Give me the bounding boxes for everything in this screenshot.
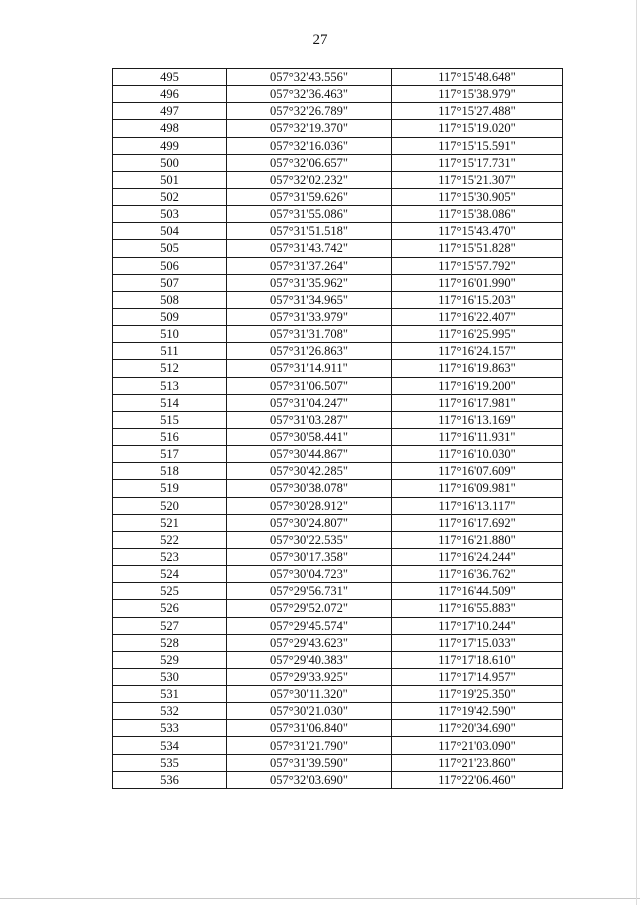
latitude-cell: 057°32'03.690" (227, 771, 392, 788)
coordinates-table (112, 68, 563, 789)
table-row (113, 377, 563, 394)
table-row (113, 291, 563, 308)
table-row (113, 583, 563, 600)
longitude-cell: 117°16'24.244" (392, 548, 563, 565)
point-number-cell: 501 (113, 171, 227, 188)
latitude-cell: 057°30'42.285" (227, 463, 392, 480)
longitude-cell: 117°16'13.169" (392, 411, 563, 428)
table-row (113, 634, 563, 651)
longitude-cell: 117°17'15.033" (392, 634, 563, 651)
table-row (113, 171, 563, 188)
table-row (113, 531, 563, 548)
longitude-cell: 117°19'42.590" (392, 703, 563, 720)
point-number-cell: 534 (113, 737, 227, 754)
latitude-cell: 057°32'19.370" (227, 120, 392, 137)
latitude-cell: 057°29'52.072" (227, 600, 392, 617)
latitude-cell: 057°29'45.574" (227, 617, 392, 634)
point-number-cell: 506 (113, 257, 227, 274)
longitude-cell: 117°16'01.990" (392, 274, 563, 291)
point-number-cell: 520 (113, 497, 227, 514)
longitude-cell: 117°15'38.086" (392, 206, 563, 223)
latitude-cell: 057°30'04.723" (227, 566, 392, 583)
point-number-cell: 522 (113, 531, 227, 548)
latitude-cell: 057°31'03.287" (227, 411, 392, 428)
table-row (113, 463, 563, 480)
table-row (113, 394, 563, 411)
latitude-cell: 057°31'51.518" (227, 223, 392, 240)
table-row (113, 188, 563, 205)
longitude-cell: 117°17'14.957" (392, 668, 563, 685)
point-number-cell: 509 (113, 308, 227, 325)
latitude-cell: 057°30'38.078" (227, 480, 392, 497)
point-number-cell: 531 (113, 686, 227, 703)
point-number-cell: 533 (113, 720, 227, 737)
table-row (113, 446, 563, 463)
longitude-cell: 117°15'17.731" (392, 154, 563, 171)
table-row (113, 343, 563, 360)
coordinates-table-body (113, 69, 563, 789)
point-number-cell: 500 (113, 154, 227, 171)
longitude-cell: 117°16'55.883" (392, 600, 563, 617)
latitude-cell: 057°30'21.030" (227, 703, 392, 720)
scan-edge-right (636, 0, 637, 905)
scan-edge-bottom (0, 898, 640, 899)
table-row (113, 617, 563, 634)
longitude-cell: 117°19'25.350" (392, 686, 563, 703)
longitude-cell: 117°16'19.200" (392, 377, 563, 394)
table-row (113, 326, 563, 343)
longitude-cell: 117°16'07.609" (392, 463, 563, 480)
longitude-cell: 117°15'51.828" (392, 240, 563, 257)
latitude-cell: 057°31'04.247" (227, 394, 392, 411)
table-row (113, 223, 563, 240)
latitude-cell: 057°31'35.962" (227, 274, 392, 291)
latitude-cell: 057°31'55.086" (227, 206, 392, 223)
point-number-cell: 511 (113, 343, 227, 360)
table-row (113, 703, 563, 720)
table-row (113, 240, 563, 257)
latitude-cell: 057°31'06.840" (227, 720, 392, 737)
table-row (113, 308, 563, 325)
point-number-cell: 508 (113, 291, 227, 308)
longitude-cell: 117°15'15.591" (392, 137, 563, 154)
latitude-cell: 057°29'40.383" (227, 651, 392, 668)
table-row (113, 566, 563, 583)
point-number-cell: 524 (113, 566, 227, 583)
longitude-cell: 117°16'17.692" (392, 514, 563, 531)
latitude-cell: 057°31'43.742" (227, 240, 392, 257)
latitude-cell: 057°29'43.623" (227, 634, 392, 651)
longitude-cell: 117°16'44.509" (392, 583, 563, 600)
latitude-cell: 057°32'16.036" (227, 137, 392, 154)
table-row (113, 600, 563, 617)
point-number-cell: 527 (113, 617, 227, 634)
latitude-cell: 057°32'06.657" (227, 154, 392, 171)
longitude-cell: 117°16'24.157" (392, 343, 563, 360)
point-number-cell: 535 (113, 754, 227, 771)
table-row (113, 548, 563, 565)
point-number-cell: 497 (113, 103, 227, 120)
longitude-cell: 117°16'25.995" (392, 326, 563, 343)
point-number-cell: 505 (113, 240, 227, 257)
point-number-cell: 517 (113, 446, 227, 463)
latitude-cell: 057°31'21.790" (227, 737, 392, 754)
point-number-cell: 521 (113, 514, 227, 531)
point-number-cell: 518 (113, 463, 227, 480)
latitude-cell: 057°30'58.441" (227, 428, 392, 445)
latitude-cell: 057°31'37.264" (227, 257, 392, 274)
table-row (113, 428, 563, 445)
table-row (113, 86, 563, 103)
table-row (113, 154, 563, 171)
latitude-cell: 057°32'26.789" (227, 103, 392, 120)
table-row (113, 274, 563, 291)
point-number-cell: 532 (113, 703, 227, 720)
latitude-cell: 057°30'17.358" (227, 548, 392, 565)
table-row (113, 411, 563, 428)
point-number-cell: 510 (113, 326, 227, 343)
page-number: 27 (312, 32, 328, 48)
table-row (113, 651, 563, 668)
table-row (113, 480, 563, 497)
longitude-cell: 117°15'30.905" (392, 188, 563, 205)
longitude-cell: 117°16'09.981" (392, 480, 563, 497)
longitude-cell: 117°16'10.030" (392, 446, 563, 463)
table-row (113, 360, 563, 377)
point-number-cell: 495 (113, 69, 227, 86)
latitude-cell: 057°30'11.320" (227, 686, 392, 703)
longitude-cell: 117°21'03.090" (392, 737, 563, 754)
point-number-cell: 504 (113, 223, 227, 240)
latitude-cell: 057°30'28.912" (227, 497, 392, 514)
longitude-cell: 117°15'48.648" (392, 69, 563, 86)
longitude-cell: 117°15'27.488" (392, 103, 563, 120)
latitude-cell: 057°31'59.626" (227, 188, 392, 205)
point-number-cell: 515 (113, 411, 227, 428)
point-number-cell: 523 (113, 548, 227, 565)
point-number-cell: 502 (113, 188, 227, 205)
point-number-cell: 514 (113, 394, 227, 411)
point-number-cell: 525 (113, 583, 227, 600)
latitude-cell: 057°30'22.535" (227, 531, 392, 548)
latitude-cell: 057°29'56.731" (227, 583, 392, 600)
point-number-cell: 519 (113, 480, 227, 497)
longitude-cell: 117°16'15.203" (392, 291, 563, 308)
longitude-cell: 117°17'10.244" (392, 617, 563, 634)
table-row (113, 497, 563, 514)
latitude-cell: 057°31'34.965" (227, 291, 392, 308)
table-row (113, 137, 563, 154)
longitude-cell: 117°20'34.690" (392, 720, 563, 737)
point-number-cell: 503 (113, 206, 227, 223)
point-number-cell: 529 (113, 651, 227, 668)
latitude-cell: 057°30'44.867" (227, 446, 392, 463)
latitude-cell: 057°29'33.925" (227, 668, 392, 685)
longitude-cell: 117°21'23.860" (392, 754, 563, 771)
table-row (113, 103, 563, 120)
table-row (113, 514, 563, 531)
table-row (113, 668, 563, 685)
table-row (113, 257, 563, 274)
latitude-cell: 057°32'36.463" (227, 86, 392, 103)
latitude-cell: 057°31'33.979" (227, 308, 392, 325)
latitude-cell: 057°31'31.708" (227, 326, 392, 343)
latitude-cell: 057°30'24.807" (227, 514, 392, 531)
point-number-cell: 536 (113, 771, 227, 788)
latitude-cell: 057°31'14.911" (227, 360, 392, 377)
table-row (113, 737, 563, 754)
longitude-cell: 117°16'36.762" (392, 566, 563, 583)
point-number-cell: 499 (113, 137, 227, 154)
longitude-cell: 117°16'13.117" (392, 497, 563, 514)
longitude-cell: 117°15'43.470" (392, 223, 563, 240)
latitude-cell: 057°32'02.232" (227, 171, 392, 188)
longitude-cell: 117°16'17.981" (392, 394, 563, 411)
table-row (113, 771, 563, 788)
table-row (113, 720, 563, 737)
longitude-cell: 117°15'21.307" (392, 171, 563, 188)
latitude-cell: 057°31'26.863" (227, 343, 392, 360)
point-number-cell: 528 (113, 634, 227, 651)
longitude-cell: 117°16'11.931" (392, 428, 563, 445)
table-row (113, 69, 563, 86)
table-row (113, 754, 563, 771)
point-number-cell: 530 (113, 668, 227, 685)
latitude-cell: 057°32'43.556" (227, 69, 392, 86)
longitude-cell: 117°15'19.020" (392, 120, 563, 137)
point-number-cell: 516 (113, 428, 227, 445)
point-number-cell: 507 (113, 274, 227, 291)
latitude-cell: 057°31'06.507" (227, 377, 392, 394)
longitude-cell: 117°15'57.792" (392, 257, 563, 274)
point-number-cell: 498 (113, 120, 227, 137)
longitude-cell: 117°17'18.610" (392, 651, 563, 668)
latitude-cell: 057°31'39.590" (227, 754, 392, 771)
table-row (113, 686, 563, 703)
longitude-cell: 117°15'38.979" (392, 86, 563, 103)
longitude-cell: 117°16'21.880" (392, 531, 563, 548)
table-row (113, 120, 563, 137)
point-number-cell: 496 (113, 86, 227, 103)
longitude-cell: 117°16'19.863" (392, 360, 563, 377)
point-number-cell: 513 (113, 377, 227, 394)
longitude-cell: 117°22'06.460" (392, 771, 563, 788)
point-number-cell: 526 (113, 600, 227, 617)
table-row (113, 206, 563, 223)
longitude-cell: 117°16'22.407" (392, 308, 563, 325)
point-number-cell: 512 (113, 360, 227, 377)
